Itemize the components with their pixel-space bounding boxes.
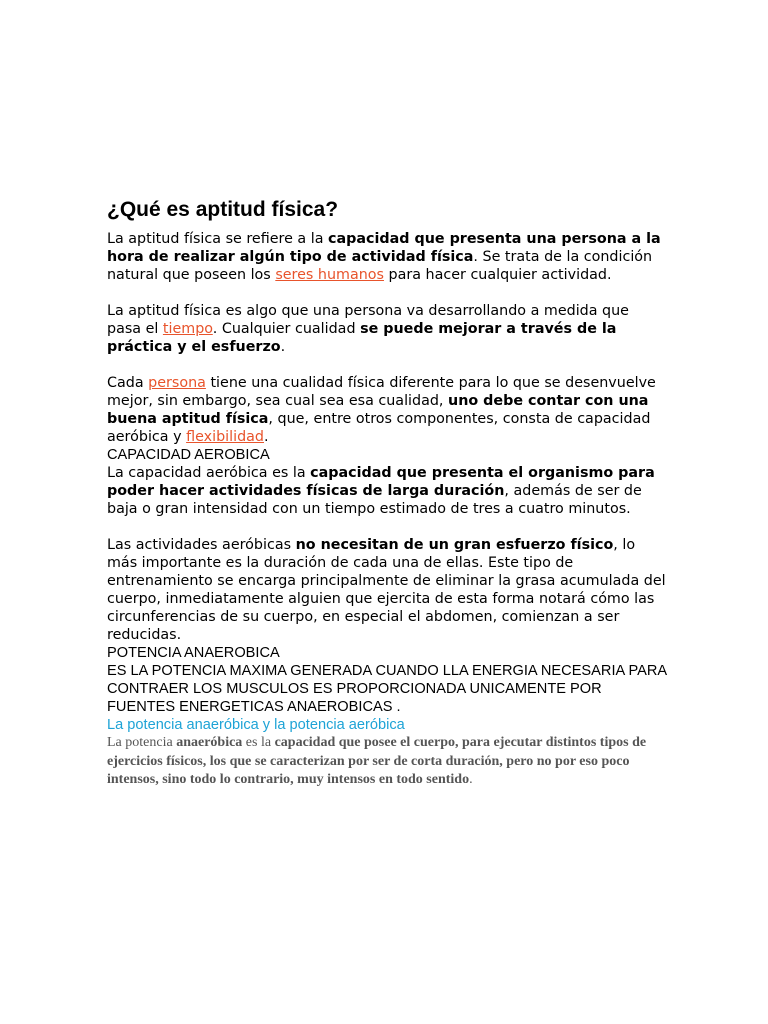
bold-text: anaeróbica: [176, 735, 243, 750]
text: para hacer cualquier actividad.: [383, 267, 612, 283]
text: La capacidad aeróbica es la: [107, 465, 311, 481]
bold-text: capacidad que presenta el organismo para poder hacer actividades físicas de larga duración: [107, 465, 655, 499]
paragraph-anaerobic-power: [107, 734, 667, 790]
heading-capacidad-aerobica: CAPACIDAD AEROBICA: [107, 447, 270, 463]
paragraph-quality: [107, 374, 667, 446]
bold-text: uno debe contar con una buena aptitud física: [107, 393, 649, 427]
link-persona[interactable]: persona: [148, 375, 206, 391]
bold-text: se puede mejorar a través de la práctica y el esfuerzo: [107, 321, 617, 355]
text: tiene una cualidad física diferente para lo que se desenvuelve mejor, sin embargo, sea cual sea esa cualidad,: [107, 375, 656, 409]
text: La aptitud física se refiere a la: [107, 231, 329, 247]
paragraph-aerobic-capacity: [107, 464, 667, 518]
text: Cada: [107, 375, 149, 391]
link-flexibilidad[interactable]: flexibilidad: [186, 429, 264, 445]
text: , además de ser de baja o gran intensidad con un tiempo estimado de tres a cuatro minutos.: [107, 483, 642, 517]
text: La potencia: [107, 735, 177, 750]
paragraph-anaerobic-definition: ES LA POTENCIA MAXIMA GENERADA CUANDO LLA ENERGIA NECESARIA PARA CONTRAER LOS MUSCULOS ES PROPORCIONADA UNICAMENTE POR FUENTES ENERGETICAS ANAEROBICAS .: [107, 663, 667, 715]
text: . Cualquier cualidad: [212, 321, 361, 337]
text: Las actividades aeróbicas: [107, 537, 296, 553]
text: .: [469, 772, 473, 787]
page-title: ¿Qué es aptitud física?: [107, 198, 339, 221]
text: es la: [242, 735, 275, 750]
text: .: [280, 339, 286, 355]
paragraph-aerobic-activities: [107, 536, 667, 644]
paragraph-development: [107, 302, 667, 356]
heading-potencia-anaerobica: POTENCIA ANAEROBICA: [107, 645, 280, 661]
subheading-potencias: La potencia anaeróbica y la potencia aeróbica: [107, 717, 405, 733]
paragraph-definition: [107, 230, 667, 284]
text: .: [263, 429, 269, 445]
link-seres-humanos[interactable]: seres humanos: [275, 267, 384, 283]
text: , que, entre otros componentes, consta de capacidad aeróbica y: [107, 411, 651, 445]
bold-text: capacidad que posee el cuerpo, para ejecutar distintos tipos de ejercicios físicos, los que se caracterizan por ser de corta duración, pero no por eso poco intensos, sino todo lo contrario, muy intensos en todo sentido: [107, 735, 647, 787]
text: La aptitud física es algo que una persona va desarrollando a medida que pasa el: [107, 303, 629, 337]
bold-text: capacidad que presenta una persona a la hora de realizar algún tipo de actividad física: [107, 231, 661, 265]
link-tiempo[interactable]: tiempo: [162, 321, 213, 337]
text: , lo más importante es la duración de cada una de ellas. Este tipo de entrenamiento se encarga principalmente de eliminar la grasa acumulada del cuerpo, inmediatamente alguien que ejercita de esta forma notará cómo las circunferencias de su cuerpo, en especial el abdomen, comienzan a ser reducidas.: [107, 537, 666, 643]
bold-text: no necesitan de un gran esfuerzo físico: [295, 537, 614, 553]
text: . Se trata de la condición natural que poseen los: [107, 249, 653, 283]
document-page: [107, 197, 667, 790]
